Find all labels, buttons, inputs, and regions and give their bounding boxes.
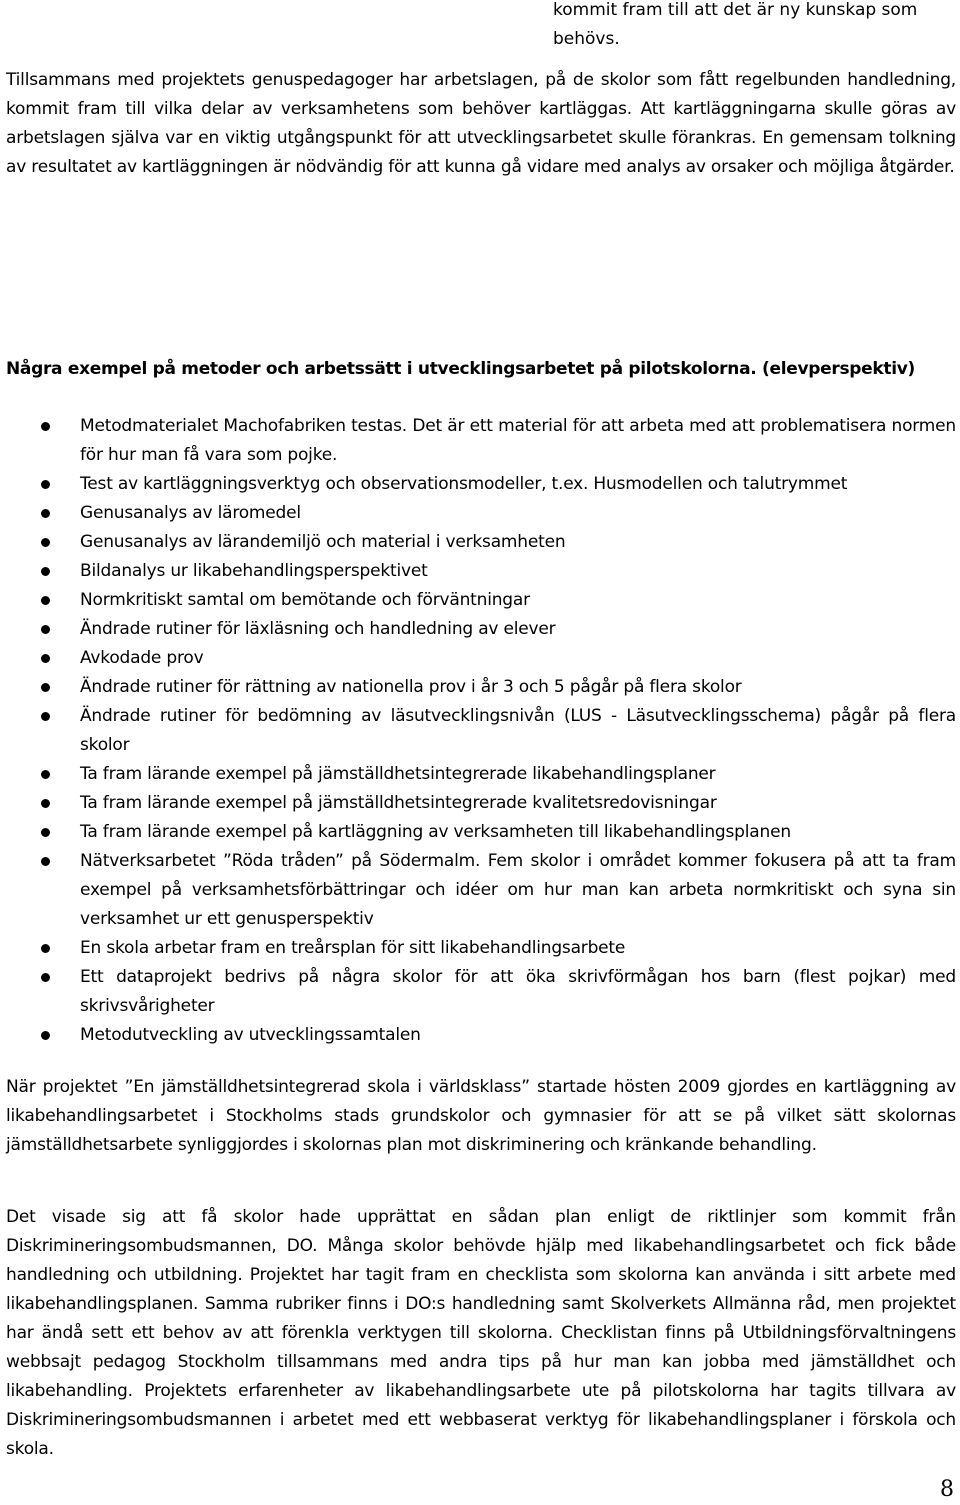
bullet-icon <box>41 422 50 431</box>
paragraph-likabehandling: Det visade sig att få skolor hade upprättat en sådan plan enligt de riktlinjer som kommit från Diskrimineringsombudsmannen, DO. Många skolor behövde hjälp med likabehandlingsarbetet och fick både handledning och utbildning. Projektet har tagit fram en checklista som skolorna kan använda i sitt arbete med likabehandlingsplanen. Samma rubriker finns i DO:s handledning samt Skolverkets Allmänna råd, men projektet har ändå sett ett behov av att förenkla verktygen till skolorna. Checklistan finns på Utbildningsförvaltningens webbsajt pedagog Stockholm tillsammans med andra tips på hur man kan jobba med jämställdhet och likabehandling. Projektets erfarenheter av likabehandlingsarbete ute på pilotskolorna har tagits tillvara av Diskrimineringsombudsmannen i arbetet med ett webbaserat verktyg för likabehandlingsplaner i förskola och skola. <box>6 1207 956 1459</box>
list-item <box>0 528 960 557</box>
list-item-text: Ett dataprojekt bedrivs på några skolor för att öka skrivförmågan hos barn (flest pojkar) med skrivsvårigheter <box>80 967 956 1016</box>
list-item <box>0 586 960 615</box>
list-item <box>0 702 960 760</box>
list-item-text: Bildanalys ur likabehandlingsperspektivet <box>80 561 428 581</box>
list-item-text: Ta fram lärande exempel på kartläggning av verksamheten till likabehandlingsplanen <box>80 822 791 842</box>
list-item <box>0 789 960 818</box>
bullet-icon <box>41 770 50 779</box>
list-item <box>0 963 960 1021</box>
bullet-icon <box>41 596 50 605</box>
list-item-text: Ändrade rutiner för bedömning av läsutvecklingsnivån (LUS - Läsutvecklingsschema) pågår på flera skolor <box>80 706 956 755</box>
bullet-icon <box>41 712 50 721</box>
list-item-text: Nätverksarbetet ”Röda tråden” på Södermalm. Fem skolor i området kommer fokusera på att ta fram exempel på verksamhetsförbättringar och idéer om hur man kan arbeta normkritiskt och syna sin verksamhet ur ett genusperspektiv <box>80 851 956 929</box>
list-item <box>0 412 960 470</box>
list-item-text: Normkritiskt samtal om bemötande och förväntningar <box>80 590 530 610</box>
list-item-text: Test av kartläggningsverktyg och observationsmodeller, t.ex. Husmodellen och talutrymmet <box>80 474 848 494</box>
paragraph-genuspedagoger: Tillsammans med projektets genuspedagoger har arbetslagen, på de skolor som fått regelbunden handledning, kommit fram till vilka delar av verksamhetens som behöver kartläggas. Att kartläggningarna skulle göras av arbetslagen själva var en viktig utgångspunkt för att utvecklingsarbetet skulle förankras. En gemensam tolkning av resultatet av kartläggningen är nödvändig för att kunna gå vidare med analys av orsaker och möjliga åtgärder. <box>6 70 956 177</box>
list-item <box>0 847 960 934</box>
paragraph-projektet-start: När projektet ”En jämställdhetsintegrerad skola i världsklass” startade hösten 2009 gjordes en kartläggning av likabehandlingsarbetet i Stockholms stads grundskolor och gymnasier för att se på vilket sätt skolornas jämställdhetsarbete synliggjordes i skolornas plan mot diskriminering och kränkande behandling. <box>6 1077 956 1155</box>
list-item <box>0 615 960 644</box>
bullet-icon <box>41 654 50 663</box>
list-item-text: En skola arbetar fram en treårsplan för sitt likabehandlingsarbete <box>80 938 626 958</box>
list-item-text: Metodmaterialet Machofabriken testas. Det är ett material för att arbeta med att problematisera normen för hur man få vara som pojke. <box>80 416 956 465</box>
list-item-text: Ta fram lärande exempel på jämställdhetsintegrerade likabehandlingsplaner <box>80 764 716 784</box>
bullet-icon <box>41 567 50 576</box>
bullet-icon <box>41 944 50 953</box>
list-item-text: Genusanalys av läromedel <box>80 503 301 523</box>
list-item <box>0 760 960 789</box>
list-item <box>0 470 960 499</box>
list-item-text: Ändrade rutiner för läxläsning och handledning av elever <box>80 619 556 639</box>
section-heading: Några exempel på metoder och arbetssätt i utvecklingsarbetet på pilotskolorna. (elevperspektiv) <box>6 359 915 379</box>
bullet-icon <box>41 538 50 547</box>
list-item <box>0 673 960 702</box>
list-item-text: Ändrade rutiner för rättning av nationella prov i år 3 och 5 pågår på flera skolor <box>80 677 742 697</box>
bullet-icon <box>41 1031 50 1040</box>
list-item <box>0 818 960 847</box>
list-item-text: Genusanalys av lärandemiljö och material i verksamheten <box>80 532 566 552</box>
list-item <box>0 499 960 528</box>
list-item <box>0 934 960 963</box>
bullet-icon <box>41 828 50 837</box>
list-item-text: Metodutveckling av utvecklingssamtalen <box>80 1025 421 1045</box>
bullet-icon <box>41 799 50 808</box>
page-number: 8 <box>940 1477 954 1502</box>
bullet-icon <box>41 625 50 634</box>
list-item-text: Avkodade prov <box>80 648 204 668</box>
list-item <box>0 1021 960 1050</box>
bullet-icon <box>41 857 50 866</box>
bullet-icon <box>41 509 50 518</box>
list-item-text: Ta fram lärande exempel på jämställdhetsintegrerade kvalitetsredovisningar <box>80 793 717 813</box>
bullet-icon <box>41 973 50 982</box>
bullet-icon <box>41 683 50 692</box>
continued-text: kommit fram till att det är ny kunskap som behövs. <box>553 0 918 49</box>
list-item <box>0 557 960 586</box>
list-item <box>0 644 960 673</box>
bullet-icon <box>41 480 50 489</box>
methods-bullet-list <box>0 412 960 1050</box>
